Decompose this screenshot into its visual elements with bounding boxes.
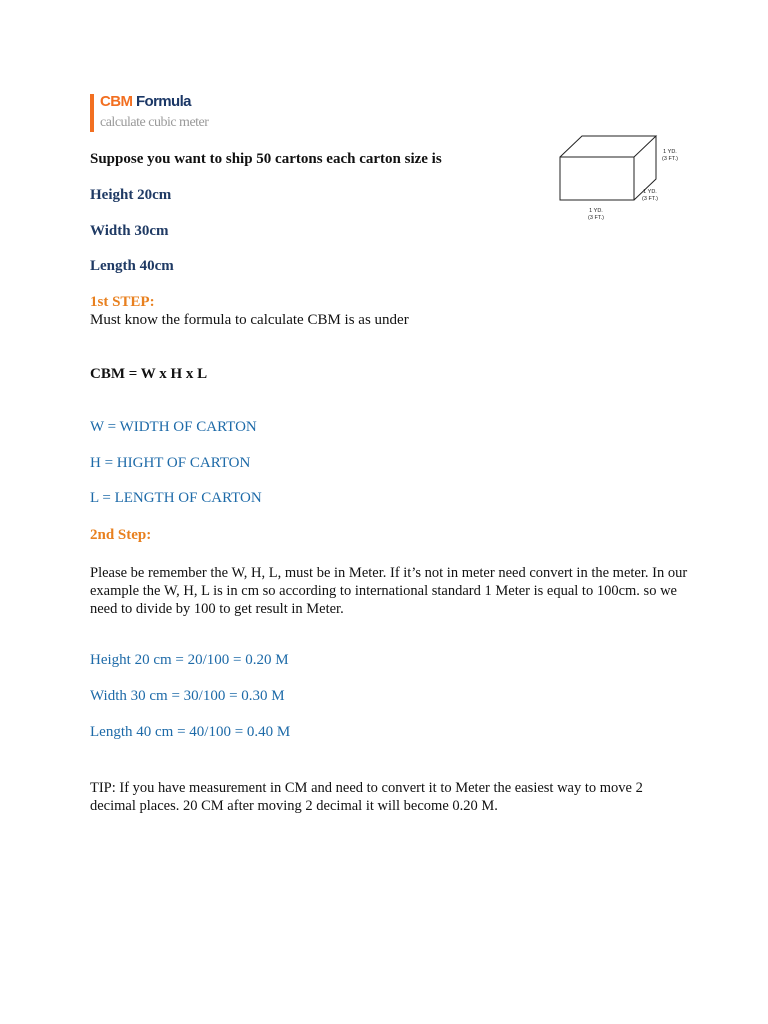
cube-diagram [552, 132, 692, 227]
step1-text: Must know the formula to calculate CBM is as under [90, 312, 409, 328]
dimension-height: Height 20cm [90, 187, 172, 203]
title-rest: Formula [132, 93, 191, 110]
conversion-width: Width 30 cm = 30/100 = 0.30 M [90, 688, 285, 704]
step2-paragraph: Please be remember the W, H, L, must be in Meter. If it’s not in meter need convert in the meter. In our example the W, H, L is in cm so according to international standard 1 Meter is equal to 100cm. so we need to divide by 100 to get result in Meter. [90, 565, 688, 617]
label-bottom-yd: 1 YD. [589, 208, 603, 214]
header-accent-bar [90, 94, 94, 132]
conversion-length: Length 40 cm = 40/100 = 0.40 M [90, 724, 291, 740]
cbm-formula: CBM = W x H x L [90, 366, 208, 382]
dimension-length: Length 40cm [90, 258, 174, 274]
intro-text: Suppose you want to ship 50 cartons each carton size is [90, 151, 442, 167]
label-side-yd: 1 YD. [643, 189, 657, 195]
page-subtitle: calculate cubic meter [100, 115, 209, 130]
conversion-height: Height 20 cm = 20/100 = 0.20 M [90, 652, 289, 668]
step2-heading: 2nd Step: [90, 527, 152, 543]
step1-heading: 1st STEP: [90, 294, 155, 310]
tip-paragraph: TIP: If you have measurement in CM and need to convert it to Meter the easiest way to move 2 decimal places. 20 CM after moving 2 decimal it will become 0.20 M. [90, 780, 643, 814]
legend-width: W = WIDTH OF CARTON [90, 419, 257, 435]
legend-height: H = HIGHT OF CARTON [90, 455, 251, 471]
dimension-width: Width 30cm [90, 223, 169, 239]
label-top-ft: (3 FT.) [662, 156, 678, 162]
page-title [100, 93, 191, 110]
cube-top-face [560, 136, 656, 157]
cube-front-face [560, 157, 634, 200]
label-top-yd: 1 YD. [663, 149, 677, 155]
label-bottom-ft: (3 FT.) [588, 215, 604, 221]
label-side-ft: (3 FT.) [642, 196, 658, 202]
title-accent: CBM [100, 93, 133, 110]
legend-length: L = LENGTH OF CARTON [90, 490, 262, 506]
